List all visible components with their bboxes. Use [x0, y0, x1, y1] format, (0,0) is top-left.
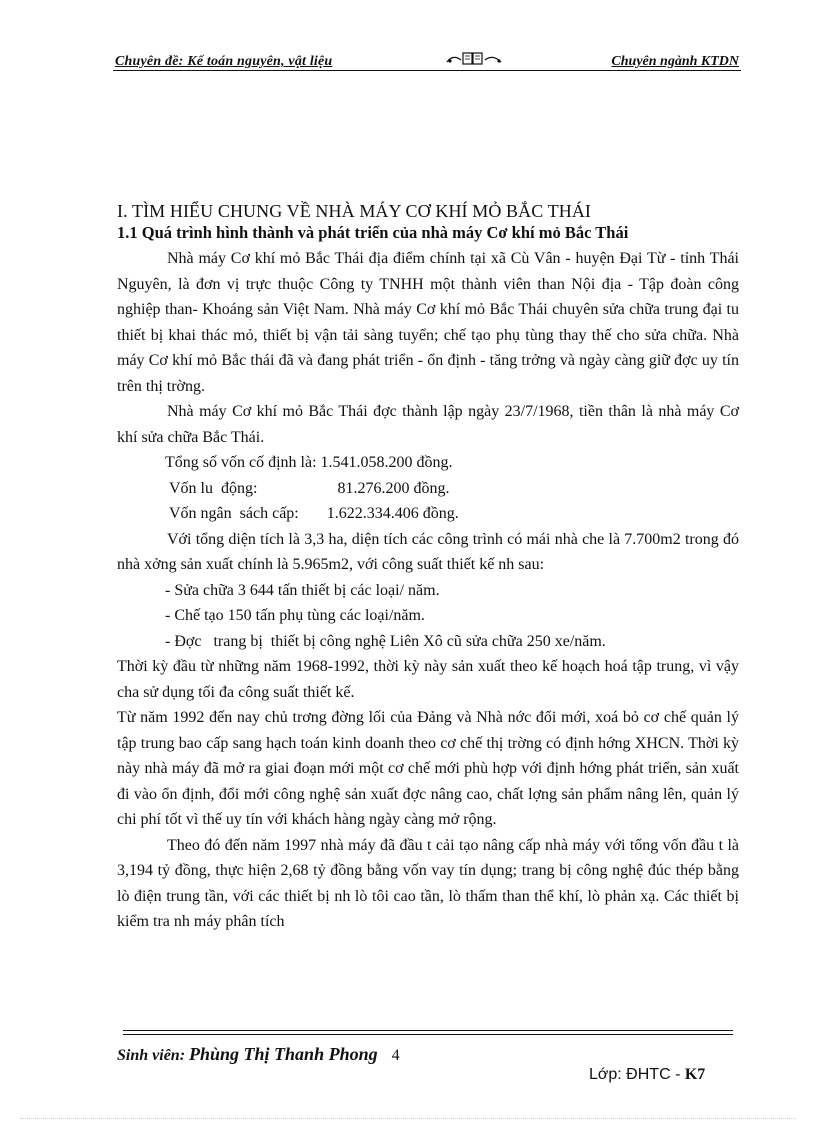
footer-rule: [123, 1034, 733, 1035]
page-bottom-border: [20, 1118, 796, 1119]
page-header: [113, 48, 741, 74]
class-label: Lớp: ĐHTC -: [589, 1066, 681, 1083]
paragraph-early-period: Thời kỳ đầu từ những năm 1968-1992, thời kỳ này sản xuất theo kế hoạch hoá tập trung, vì vậy cha sử dụng tối đa công suất thiết kế.: [117, 658, 739, 701]
book-ornament-icon: [443, 50, 507, 68]
student-line: [117, 1044, 400, 1065]
student-name: Phùng Thị Thanh Phong: [189, 1044, 378, 1064]
capacity-item: - Chế tạo 150 tấn phụ tùng các loại/năm.: [165, 607, 425, 624]
subsection-heading: 1.1 Quá trình hình thành và phát triển của nhà máy Cơ khí mỏ Bắc Thái: [117, 223, 629, 242]
header-topic: Chuyên đề: Kế toán nguyên, vật liệu: [115, 54, 333, 69]
student-label: Sinh viên:: [117, 1047, 186, 1064]
header-major: Chuyên ngành KTDN: [611, 54, 739, 69]
class-line: [589, 1066, 705, 1084]
paragraph-reform-period: Từ năm 1992 đến nay chủ trơng đờng lối của Đảng và Nhà nớc đổi mới, xoá bỏ cơ chế quản lý tập trung bao cấp sang hạch toán kinh doanh theo cơ chế thị trờng có định hớng XHCN. Thời kỳ này nhà máy đã mở ra giai đoạn mới một cơ chế mới phù hợp với định hớng phát triển, sản xuất đi vào ổn định, đổi mới công nghệ sản xuất đợc nâng cao, chất lợng sản phẩm nâng lên, quản lý chi phí tốt vì thế uy tín với khách hàng ngày càng mở rộng.: [117, 709, 739, 828]
paragraph-investment: Theo đó đến năm 1997 nhà máy đã đầu t cải tạo nâng cấp nhà máy với tổng vốn đầu t là 3,194 tỷ đồng, thực hiện 2,68 tỷ đồng bằng vốn vay tín dụng; trang bị công nghệ đúc thép bằng lò điện trung tần, với các thiết bị nh lò tôi cao tần, lò thấm than thể khí, lò phản xạ. Các thiết bị kiểm tra nh máy phân tích: [117, 836, 739, 930]
page-number: 4: [391, 1047, 400, 1064]
paragraph-founding: Nhà máy Cơ khí mỏ Bắc Thái đợc thành lập ngày 23/7/1968, tiền thân là nhà máy Cơ khí sửa chữa Bắc Thái.: [117, 403, 739, 446]
paragraph-intro: Nhà máy Cơ khí mỏ Bắc Thái địa điểm chính tại xã Cù Vân - huyện Đại Từ - tỉnh Thái Nguyên, là đơn vị trực thuộc Công ty TNHH một thành viên than Nội địa - Tập đoàn công nghiệp than- Khoáng sản Việt Nam. Nhà máy Cơ khí mỏ Bắc Thái chuyên sửa chữa trung đại tu thiết bị khai thác mỏ, thiết bị vận tải sàng tuyển; chế tạo phụ tùng thay thế cho sửa chữa. Nhà máy Cơ khí mỏ Bắc thái đã và đang phát triển - ổn định - tăng trởng và ngày càng giữ đợc uy tín trên thị trờng.: [117, 250, 739, 395]
paragraph-area: Với tổng diện tích là 3,3 ha, diện tích các công trình có mái nhà che là 7.700m2 trong đó nhà xởng sản xuất chính là 5.965m2, với công suất thiết kế nh sau:: [117, 530, 739, 573]
fixed-capital-line: Tổng số vốn cố định là: 1.541.058.200 đồng.: [165, 454, 453, 471]
class-code: K7: [684, 1066, 706, 1083]
working-capital-line: Vốn lu động: 81.276.200 đồng.: [169, 479, 450, 497]
footer-rule: [123, 1030, 733, 1031]
page-content: [117, 200, 739, 935]
section-heading: I. TÌM HIỂU CHUNG VỀ NHÀ MÁY CƠ KHÍ MỎ BẮC THÁI: [117, 201, 592, 221]
capacity-item: - Đợc trang bị thiết bị công nghệ Liên Xô cũ sửa chữa 250 xe/năm.: [165, 632, 606, 650]
header-rule: [113, 70, 741, 71]
capacity-item: - Sửa chữa 3 644 tấn thiết bị các loại/ năm.: [165, 581, 440, 599]
budget-capital-line: Vốn ngân sách cấp: 1.622.334.406 đồng.: [169, 505, 459, 522]
